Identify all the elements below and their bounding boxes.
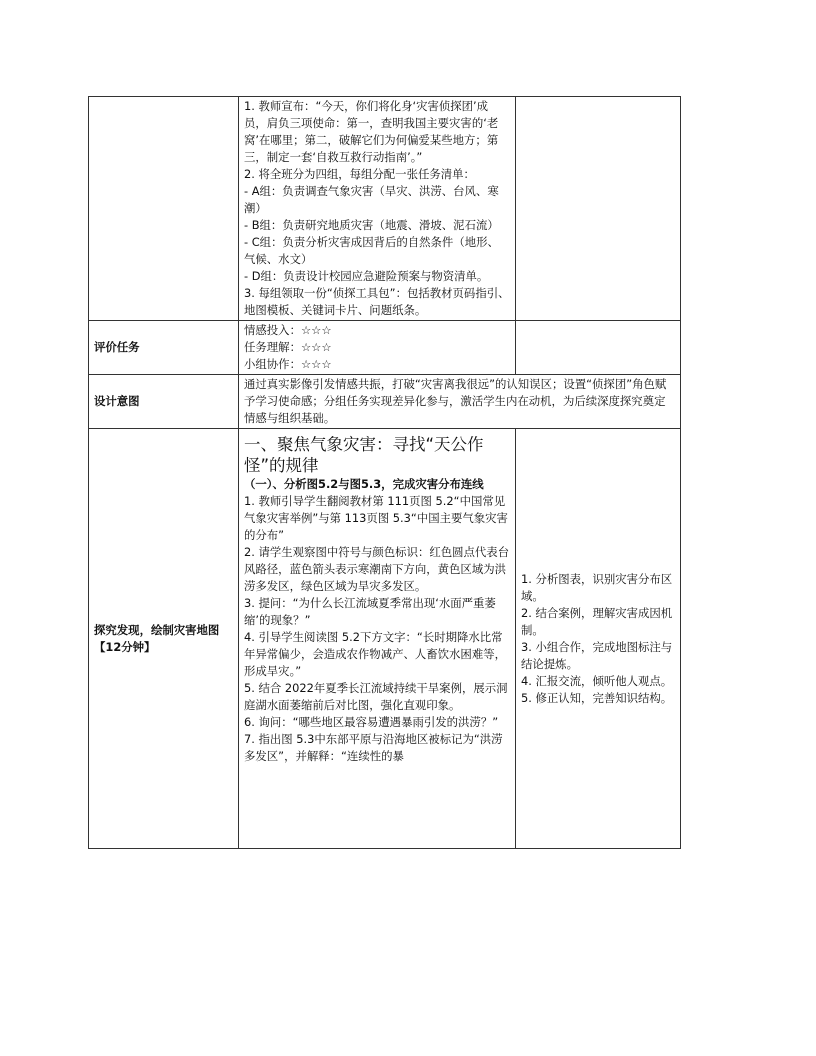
eval-collaboration: 小组协作：☆☆☆ <box>244 357 332 371</box>
explore-step-4: 4. 引导学生阅读图 5.2下方文字：“长时期降水比常年异常偏少，会造成农作物减产、人畜饮水困难等，形成旱灾。” <box>244 630 506 678</box>
evaluation-empty-cell <box>516 321 681 375</box>
design-intent-text: 通过真实影像引发情感共振，打破“灾害离我很远”的认知误区；设置“侦探团”角色赋予学习使命感；分组任务实现差异化参与，激活学生内在动机，为后续深度探究奠定情感与组织基础。 <box>239 375 681 429</box>
explore-student-cell <box>516 429 681 849</box>
lesson-plan-table <box>88 96 681 849</box>
student-step-1: 1. 分析图表，识别灾害分布区域。 <box>521 571 673 603</box>
teacher-step-3: 3. 每组领取一份“侦探工具包”：包括教材页码指引、地图模板、关键词卡片、问题纸条。 <box>244 286 510 317</box>
group-c-task: - C组：负责分析灾害成因背后的自然条件（地形、气候、水文） <box>244 235 499 266</box>
student-step-2: 2. 结合案例，理解灾害成因机制。 <box>521 605 673 637</box>
student-step-4: 4. 汇报交流，倾听他人观点。 <box>521 673 673 688</box>
section-subheading: （一）、分析图5.2与图5.3，完成灾害分布连线 <box>244 477 484 491</box>
explore-step-7: 7. 指出图 5.3中东部平原与沿海地区被标记为“洪涝多发区”，并解释：“连续性的暴 <box>244 732 503 763</box>
explore-step-3: 3. 提问：“为什么长江流域夏季常出现‘水面严重萎缩’的现象？” <box>244 596 496 627</box>
intro-activity-row <box>89 97 681 321</box>
design-intent-row <box>89 375 681 429</box>
row1-label-cell <box>89 97 239 321</box>
explore-row <box>89 429 681 849</box>
group-a-task: - A组：负责调查气象灾害（旱灾、洪涝、台风、寒潮） <box>244 184 499 215</box>
student-step-3: 3. 小组合作，完成地图标注与结论提炼。 <box>521 639 673 671</box>
student-activity-cell <box>516 97 681 321</box>
group-b-task: - B组：负责研究地质灾害（地震、滑坡、泥石流） <box>244 218 499 232</box>
student-step-5: 5. 修正认知，完善知识结构。 <box>521 690 673 705</box>
teacher-step-2: 2. 将全班分为四组，每组分配一张任务清单： <box>244 167 475 181</box>
eval-understanding: 任务理解：☆☆☆ <box>244 340 332 354</box>
teacher-activity-cell <box>239 97 516 321</box>
explore-step-5: 5. 结合 2022年夏季长江流域持续干旱案例，展示洞庭湖水面萎缩前后对比图，强化直观印象。 <box>244 681 508 712</box>
group-d-task: - D组：负责设计校园应急避险预案与物资清单。 <box>244 269 489 283</box>
eval-emotion: 情感投入：☆☆☆ <box>244 323 332 337</box>
evaluation-label: 评价任务 <box>89 321 239 375</box>
evaluation-items <box>239 321 516 375</box>
explore-label: 探究发现，绘制灾害地图【12分钟】 <box>89 429 239 849</box>
evaluation-row <box>89 321 681 375</box>
section-heading: 一、聚焦气象灾害：寻找“天公作怪”的规律 <box>244 435 484 475</box>
teacher-step-1: 1. 教师宣布：“今天，你们将化身‘灾害侦探团’成员，肩负三项使命：第一，查明我国主要灾害的‘老窝’在哪里；第二，破解它们为何偏爱某些地方；第三，制定一套‘自救互救行动指南’。” <box>244 99 499 164</box>
explore-step-6: 6. 询问：“哪些地区最容易遭遇暴雨引发的洪涝？” <box>244 715 499 729</box>
explore-teacher-cell <box>239 429 516 849</box>
design-intent-label: 设计意图 <box>89 375 239 429</box>
explore-step-1: 1. 教师引导学生翻阅教材第 111页图 5.2“中国常见气象灾害举例”与第 113页图 5.3“中国主要气象灾害的分布” <box>244 494 508 542</box>
explore-step-2: 2. 请学生观察图中符号与颜色标识：红色圆点代表台风路径，蓝色箭头表示寒潮南下方向，黄色区域为洪涝多发区，绿色区域为旱灾多发区。 <box>244 545 510 593</box>
